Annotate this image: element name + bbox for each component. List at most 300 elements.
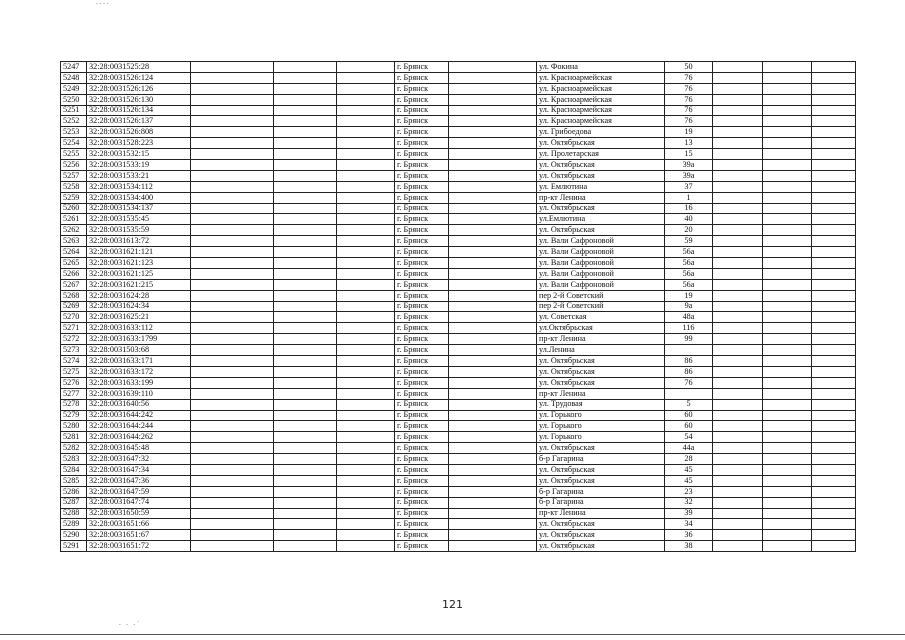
- cell-empty: [763, 377, 812, 388]
- cell-city: г. Брянск: [395, 421, 449, 432]
- cell-empty: [713, 72, 763, 83]
- cell-city: г. Брянск: [395, 279, 449, 290]
- table-row: [61, 83, 856, 94]
- cell-no: 5282: [61, 443, 87, 454]
- cell-empty: [763, 541, 812, 552]
- cell-empty: [713, 323, 763, 334]
- table-row: [61, 421, 856, 432]
- cell-empty: [274, 214, 337, 225]
- cell-empty: [763, 127, 812, 138]
- cell-empty: [337, 62, 395, 73]
- table-row: [61, 214, 856, 225]
- cell-street: ул. Октябрьская: [537, 443, 665, 454]
- cell-cadastre: 32:28:0031535:45: [87, 214, 191, 225]
- table-row: [61, 258, 856, 269]
- cell-empty: [812, 377, 856, 388]
- cell-empty: [274, 464, 337, 475]
- cell-no: 5251: [61, 105, 87, 116]
- cell-house: 48а: [665, 312, 713, 323]
- cell-empty: [449, 530, 537, 541]
- cell-empty: [449, 399, 537, 410]
- cell-street: ул.Ленина: [537, 345, 665, 356]
- cell-empty: [763, 214, 812, 225]
- cell-city: г. Брянск: [395, 214, 449, 225]
- cell-city: г. Брянск: [395, 377, 449, 388]
- cell-cadastre: 32:28:0031647:36: [87, 475, 191, 486]
- cell-empty: [713, 203, 763, 214]
- table-row: [61, 116, 856, 127]
- cell-street: ул. Вали Сафроновой: [537, 258, 665, 269]
- table-row: [61, 312, 856, 323]
- cell-city: г. Брянск: [395, 519, 449, 530]
- cell-house: 116: [665, 323, 713, 334]
- cell-no: 5267: [61, 279, 87, 290]
- cell-empty: [763, 160, 812, 171]
- cell-empty: [812, 486, 856, 497]
- cell-empty: [713, 279, 763, 290]
- cell-city: г. Брянск: [395, 486, 449, 497]
- cell-street: ул. Октябрьская: [537, 203, 665, 214]
- cell-no: 5270: [61, 312, 87, 323]
- cell-empty: [812, 497, 856, 508]
- cell-no: 5262: [61, 225, 87, 236]
- cell-city: г. Брянск: [395, 312, 449, 323]
- table-row: [61, 181, 856, 192]
- cell-cadastre: 32:28:0031633:172: [87, 366, 191, 377]
- cell-empty: [713, 225, 763, 236]
- cell-empty: [274, 181, 337, 192]
- cell-no: 5274: [61, 356, 87, 367]
- cell-city: г. Брянск: [395, 160, 449, 171]
- cell-empty: [449, 62, 537, 73]
- cell-empty: [191, 323, 274, 334]
- cell-street: ул. Октябрьская: [537, 366, 665, 377]
- cell-empty: [337, 279, 395, 290]
- cell-empty: [812, 399, 856, 410]
- cell-empty: [191, 334, 274, 345]
- cell-empty: [191, 464, 274, 475]
- cell-cadastre: 32:28:0031621:121: [87, 247, 191, 258]
- table-row: [61, 356, 856, 367]
- cell-no: 5273: [61, 345, 87, 356]
- cell-empty: [337, 116, 395, 127]
- cell-empty: [337, 214, 395, 225]
- cell-empty: [337, 377, 395, 388]
- table-row: [61, 432, 856, 443]
- cell-empty: [713, 366, 763, 377]
- cell-empty: [337, 508, 395, 519]
- cell-empty: [191, 388, 274, 399]
- cell-house: 56а: [665, 279, 713, 290]
- cell-empty: [449, 519, 537, 530]
- cell-empty: [191, 72, 274, 83]
- cell-empty: [449, 105, 537, 116]
- cell-empty: [812, 541, 856, 552]
- cell-empty: [449, 443, 537, 454]
- cell-empty: [191, 94, 274, 105]
- cell-empty: [337, 138, 395, 149]
- cell-street: ул. Горького: [537, 421, 665, 432]
- cell-house: 99: [665, 334, 713, 345]
- cell-empty: [191, 247, 274, 258]
- cell-empty: [274, 312, 337, 323]
- cell-empty: [191, 454, 274, 465]
- cell-city: г. Брянск: [395, 432, 449, 443]
- cell-empty: [812, 410, 856, 421]
- cell-empty: [713, 301, 763, 312]
- cell-no: 5253: [61, 127, 87, 138]
- cell-empty: [713, 62, 763, 73]
- cell-empty: [713, 268, 763, 279]
- cell-cadastre: 32:28:0031621:215: [87, 279, 191, 290]
- cell-empty: [449, 541, 537, 552]
- cell-empty: [713, 105, 763, 116]
- cell-empty: [191, 192, 274, 203]
- table-row: [61, 366, 856, 377]
- cell-empty: [763, 116, 812, 127]
- cell-empty: [812, 345, 856, 356]
- cell-city: г. Брянск: [395, 258, 449, 269]
- cell-empty: [274, 519, 337, 530]
- cell-no: 5289: [61, 519, 87, 530]
- cell-cadastre: 32:28:0031651:66: [87, 519, 191, 530]
- cell-empty: [274, 192, 337, 203]
- cell-city: г. Брянск: [395, 225, 449, 236]
- scan-mark-top: ‐‐‐‐: [95, 0, 110, 7]
- cell-empty: [763, 170, 812, 181]
- cell-empty: [274, 94, 337, 105]
- cell-house: 19: [665, 290, 713, 301]
- cell-empty: [713, 388, 763, 399]
- cell-house: 76: [665, 105, 713, 116]
- cell-empty: [274, 116, 337, 127]
- cell-empty: [812, 160, 856, 171]
- cell-cadastre: 32:28:0031526:808: [87, 127, 191, 138]
- cell-street: ул. Вали Сафроновой: [537, 279, 665, 290]
- cell-city: г. Брянск: [395, 149, 449, 160]
- cell-empty: [274, 421, 337, 432]
- cell-empty: [812, 464, 856, 475]
- cell-house: 45: [665, 464, 713, 475]
- cell-house: 32: [665, 497, 713, 508]
- cell-city: г. Брянск: [395, 475, 449, 486]
- cell-empty: [274, 323, 337, 334]
- cell-empty: [337, 247, 395, 258]
- cell-cadastre: 32:28:0031633:1799: [87, 334, 191, 345]
- cell-house: 13: [665, 138, 713, 149]
- cell-empty: [337, 486, 395, 497]
- cell-house: 56а: [665, 247, 713, 258]
- cell-empty: [191, 399, 274, 410]
- cell-street: ул. Емлютина: [537, 181, 665, 192]
- table-row: [61, 160, 856, 171]
- cell-cadastre: 32:28:0031503:68: [87, 345, 191, 356]
- cell-cadastre: 32:28:0031525:28: [87, 62, 191, 73]
- cell-empty: [191, 290, 274, 301]
- cell-empty: [763, 508, 812, 519]
- cell-cadastre: 32:28:0031534:112: [87, 181, 191, 192]
- cell-empty: [191, 410, 274, 421]
- cell-empty: [449, 366, 537, 377]
- cell-no: 5276: [61, 377, 87, 388]
- cell-empty: [713, 116, 763, 127]
- cell-house: 56а: [665, 258, 713, 269]
- cell-empty: [763, 236, 812, 247]
- cell-cadastre: 32:28:0031651:67: [87, 530, 191, 541]
- cell-empty: [274, 290, 337, 301]
- cell-empty: [763, 268, 812, 279]
- cell-empty: [337, 541, 395, 552]
- cell-street: ул. Красноармейская: [537, 116, 665, 127]
- cell-empty: [274, 508, 337, 519]
- cell-city: г. Брянск: [395, 290, 449, 301]
- cell-house: 20: [665, 225, 713, 236]
- cell-street: б-р Гагарина: [537, 497, 665, 508]
- cell-empty: [763, 497, 812, 508]
- cell-empty: [337, 83, 395, 94]
- cell-house: 9а: [665, 301, 713, 312]
- cell-empty: [337, 334, 395, 345]
- table-row: [61, 410, 856, 421]
- cell-empty: [191, 421, 274, 432]
- cell-cadastre: 32:28:0031644:242: [87, 410, 191, 421]
- cell-street: ул. Красноармейская: [537, 83, 665, 94]
- cell-empty: [713, 236, 763, 247]
- cell-street: б-р Гагарина: [537, 486, 665, 497]
- cell-cadastre: 32:28:0031533:19: [87, 160, 191, 171]
- cell-empty: [337, 399, 395, 410]
- cell-empty: [763, 519, 812, 530]
- cell-empty: [337, 388, 395, 399]
- cell-empty: [713, 181, 763, 192]
- cell-empty: [713, 443, 763, 454]
- cell-empty: [763, 247, 812, 258]
- cell-empty: [812, 323, 856, 334]
- cell-no: 5252: [61, 116, 87, 127]
- cell-empty: [337, 497, 395, 508]
- cell-house: 36: [665, 530, 713, 541]
- cell-empty: [763, 83, 812, 94]
- cell-cadastre: 32:28:0031621:123: [87, 258, 191, 269]
- cell-empty: [763, 475, 812, 486]
- cell-house: 76: [665, 72, 713, 83]
- cell-no: 5283: [61, 454, 87, 465]
- cell-street: ул. Октябрьская: [537, 356, 665, 367]
- cell-empty: [274, 443, 337, 454]
- cell-empty: [191, 508, 274, 519]
- cell-no: 5272: [61, 334, 87, 345]
- cell-empty: [191, 225, 274, 236]
- cell-empty: [274, 138, 337, 149]
- cell-no: 5271: [61, 323, 87, 334]
- table-row: [61, 72, 856, 83]
- cell-empty: [713, 421, 763, 432]
- cell-no: 5258: [61, 181, 87, 192]
- cell-street: ул. Красноармейская: [537, 105, 665, 116]
- table-row: [61, 236, 856, 247]
- cell-cadastre: 32:28:0031526:134: [87, 105, 191, 116]
- cell-empty: [812, 290, 856, 301]
- cell-empty: [191, 519, 274, 530]
- cell-cadastre: 32:28:0031647:59: [87, 486, 191, 497]
- cell-empty: [713, 247, 763, 258]
- cell-cadastre: 32:28:0031613:72: [87, 236, 191, 247]
- cell-empty: [713, 290, 763, 301]
- cell-empty: [713, 258, 763, 269]
- cell-empty: [274, 247, 337, 258]
- cell-no: 5266: [61, 268, 87, 279]
- table-row: [61, 301, 856, 312]
- cell-empty: [763, 421, 812, 432]
- cell-street: пр-кт Ленина: [537, 334, 665, 345]
- cell-empty: [191, 497, 274, 508]
- cell-empty: [449, 160, 537, 171]
- cell-empty: [337, 530, 395, 541]
- cell-empty: [812, 388, 856, 399]
- cell-no: 5286: [61, 486, 87, 497]
- cell-empty: [449, 290, 537, 301]
- cell-house: [665, 388, 713, 399]
- cell-empty: [191, 541, 274, 552]
- cell-street: пер 2-й Советский: [537, 290, 665, 301]
- cell-empty: [763, 149, 812, 160]
- cell-empty: [274, 432, 337, 443]
- cell-house: 60: [665, 421, 713, 432]
- cell-city: г. Брянск: [395, 62, 449, 73]
- cell-empty: [337, 356, 395, 367]
- cell-empty: [812, 149, 856, 160]
- cell-no: 5285: [61, 475, 87, 486]
- cell-house: 54: [665, 432, 713, 443]
- cell-empty: [763, 258, 812, 269]
- cell-city: г. Брянск: [395, 464, 449, 475]
- cell-street: ул. Грибоедова: [537, 127, 665, 138]
- cell-cadastre: 32:28:0031625:21: [87, 312, 191, 323]
- table-row: [61, 203, 856, 214]
- cell-no: 5261: [61, 214, 87, 225]
- table-body: [61, 62, 856, 552]
- cell-empty: [713, 345, 763, 356]
- cell-empty: [713, 356, 763, 367]
- cell-empty: [337, 519, 395, 530]
- cell-street: ул. Октябрьская: [537, 170, 665, 181]
- cell-empty: [191, 236, 274, 247]
- cell-empty: [337, 454, 395, 465]
- cell-cadastre: 32:28:0031644:244: [87, 421, 191, 432]
- cell-street: ул. Красноармейская: [537, 72, 665, 83]
- cell-empty: [337, 236, 395, 247]
- cell-empty: [763, 334, 812, 345]
- cell-city: г. Брянск: [395, 181, 449, 192]
- cell-empty: [274, 454, 337, 465]
- cell-house: 59: [665, 236, 713, 247]
- cell-no: 5269: [61, 301, 87, 312]
- cell-empty: [274, 258, 337, 269]
- cell-empty: [449, 497, 537, 508]
- cell-empty: [337, 160, 395, 171]
- cell-empty: [274, 345, 337, 356]
- cell-city: г. Брянск: [395, 497, 449, 508]
- cell-empty: [812, 127, 856, 138]
- cell-no: 5255: [61, 149, 87, 160]
- table-row: [61, 247, 856, 258]
- cell-house: 50: [665, 62, 713, 73]
- cell-empty: [812, 225, 856, 236]
- cell-empty: [812, 72, 856, 83]
- cell-cadastre: 32:28:0031647:74: [87, 497, 191, 508]
- table-row: [61, 225, 856, 236]
- cell-empty: [274, 279, 337, 290]
- cell-empty: [449, 486, 537, 497]
- cell-empty: [713, 83, 763, 94]
- cell-empty: [713, 149, 763, 160]
- cell-no: 5281: [61, 432, 87, 443]
- cell-no: 5265: [61, 258, 87, 269]
- cell-empty: [274, 149, 337, 160]
- cell-empty: [713, 410, 763, 421]
- cell-empty: [449, 149, 537, 160]
- cell-empty: [812, 192, 856, 203]
- cell-empty: [191, 443, 274, 454]
- cell-empty: [812, 83, 856, 94]
- cell-empty: [812, 268, 856, 279]
- cell-house: 76: [665, 377, 713, 388]
- cell-city: г. Брянск: [395, 203, 449, 214]
- cell-house: 34: [665, 519, 713, 530]
- cell-house: 5: [665, 399, 713, 410]
- cell-empty: [449, 72, 537, 83]
- cell-empty: [191, 377, 274, 388]
- cell-street: пер 2-й Советский: [537, 301, 665, 312]
- cell-empty: [449, 225, 537, 236]
- cell-empty: [191, 312, 274, 323]
- cell-cadastre: 32:28:0031645:48: [87, 443, 191, 454]
- cell-empty: [191, 170, 274, 181]
- cell-city: г. Брянск: [395, 138, 449, 149]
- cell-cadastre: 32:28:0031647:34: [87, 464, 191, 475]
- cell-empty: [812, 366, 856, 377]
- cell-empty: [763, 345, 812, 356]
- cell-house: 23: [665, 486, 713, 497]
- cell-empty: [713, 160, 763, 171]
- cell-empty: [191, 530, 274, 541]
- cell-cadastre: 32:28:0031650:59: [87, 508, 191, 519]
- cell-empty: [449, 508, 537, 519]
- cell-city: г. Брянск: [395, 399, 449, 410]
- cell-empty: [812, 443, 856, 454]
- cell-empty: [763, 530, 812, 541]
- cell-empty: [337, 323, 395, 334]
- cell-empty: [191, 149, 274, 160]
- cell-cadastre: 32:28:0031528:223: [87, 138, 191, 149]
- cell-empty: [449, 312, 537, 323]
- cell-empty: [191, 345, 274, 356]
- cell-empty: [191, 258, 274, 269]
- cell-empty: [274, 541, 337, 552]
- cell-no: 5288: [61, 508, 87, 519]
- cell-empty: [812, 258, 856, 269]
- cell-empty: [449, 279, 537, 290]
- cell-empty: [449, 410, 537, 421]
- cell-no: 5250: [61, 94, 87, 105]
- cell-empty: [449, 192, 537, 203]
- cell-house: 38: [665, 541, 713, 552]
- cell-city: г. Брянск: [395, 345, 449, 356]
- cell-empty: [763, 388, 812, 399]
- cell-no: 5257: [61, 170, 87, 181]
- cell-street: ул. Трудовая: [537, 399, 665, 410]
- table-row: [61, 388, 856, 399]
